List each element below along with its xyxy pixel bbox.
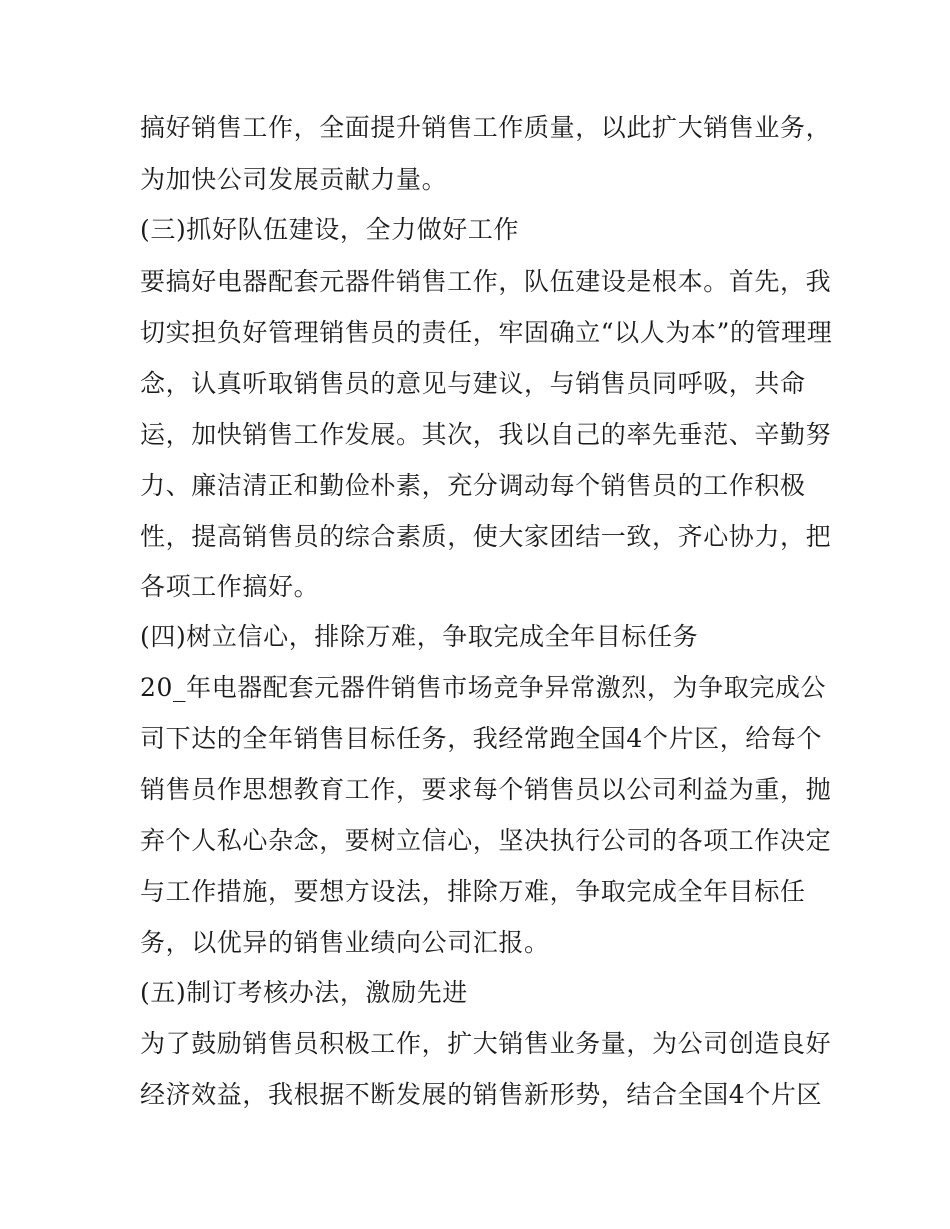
- paragraph-line: 经济效益，我根据不断发展的销售新形势，结合全国4个片区: [140, 1080, 823, 1109]
- paragraph-line: 20_年电器配套元器件销售市场竞争异常激烈，为争取完成公: [140, 673, 827, 702]
- paragraph-line: 销售员作思想教育工作，要求每个销售员以公司利益为重，抛: [140, 775, 832, 804]
- section-heading: (四)树立信心，排除万难，争取完成全年目标任务: [140, 622, 699, 651]
- section-heading: (五)制订考核办法，激励先进: [140, 978, 468, 1007]
- paragraph-line: 务，以优异的销售业绩向公司汇报。: [140, 928, 550, 957]
- paragraph-line: 各项工作搞好。: [140, 572, 320, 601]
- paragraph-line: 搞好销售工作，全面提升销售工作质量，以此扩大销售业务，: [140, 113, 832, 142]
- paragraph-line: 要搞好电器配套元器件销售工作，队伍建设是根本。首先，我: [140, 267, 832, 296]
- paragraph-line: 为加快公司发展贡献力量。: [140, 165, 448, 194]
- paragraph-line: 为了鼓励销售员积极工作，扩大销售业务量，为公司创造良好: [140, 1029, 832, 1058]
- paragraph-line: 性，提高销售员的综合素质，使大家团结一致，齐心协力，把: [140, 522, 832, 551]
- paragraph-line: 司下达的全年销售目标任务，我经常跑全国4个片区，给每个: [140, 724, 823, 753]
- paragraph-line: 弃个人私心杂念，要树立信心，坚决执行公司的各项工作决定: [140, 826, 832, 855]
- paragraph-line: 与工作措施，要想方设法，排除万难，争取完成全年目标任: [140, 877, 806, 906]
- paragraph-line: 力、廉洁清正和勤俭朴素，充分调动每个销售员的工作积极: [140, 471, 806, 500]
- paragraph-line: 念，认真听取销售员的意见与建议，与销售员同呼吸，共命: [140, 369, 806, 398]
- paragraph-line: 运，加快销售工作发展。其次，我以自己的率先垂范、辛勤努: [140, 420, 832, 449]
- paragraph-line: 切实担负好管理销售员的责任，牢固确立“以人为本”的管理理: [140, 318, 833, 347]
- section-heading: (三)抓好队伍建设，全力做好工作: [140, 215, 520, 244]
